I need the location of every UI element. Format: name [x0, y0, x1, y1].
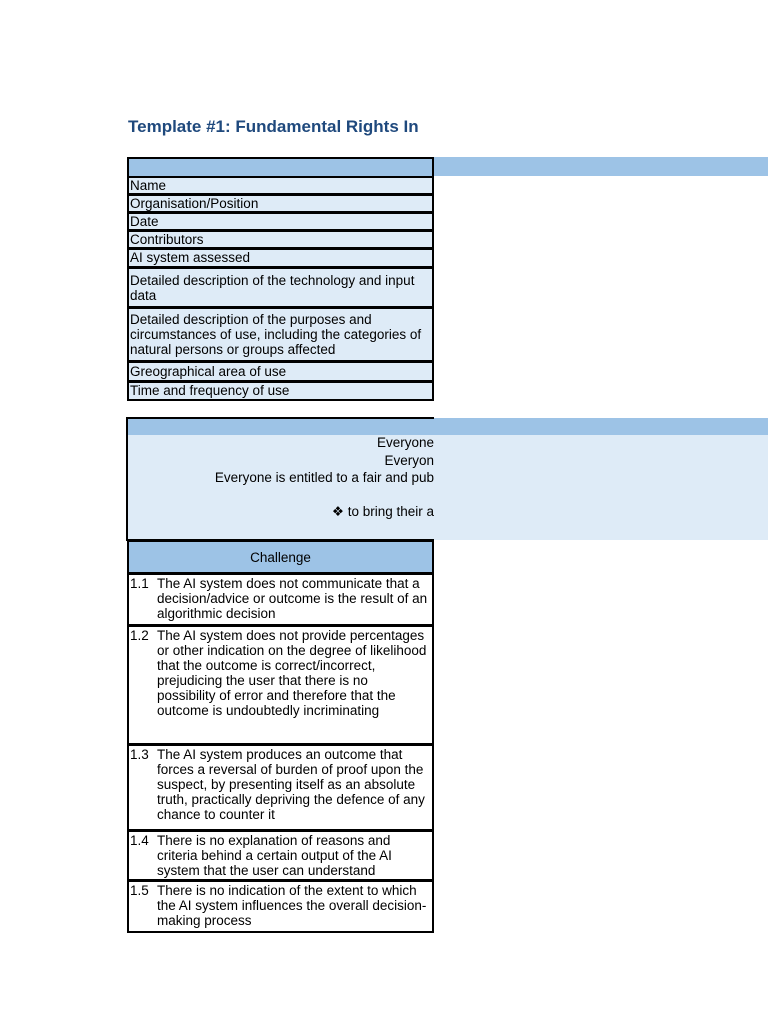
info-row-organisation: Organisation/Position	[127, 194, 434, 213]
info-row-date: Date	[127, 212, 434, 231]
challenge-number: 1.5	[130, 883, 149, 898]
info-row-ai-system: AI system assessed	[127, 248, 434, 268]
challenge-item-1-5	[127, 880, 434, 933]
info-row-technology	[127, 267, 434, 308]
challenge-text: The AI system does not communicate that a decision/advice or outcome is the result of an algorithmic decision	[157, 576, 428, 621]
rights-line-1: Everyone	[376, 435, 434, 450]
challenge-text: The AI system does not provide percentages or other indication on the degree of likelihood that the outcome is correct/incorrect, prejudicing the user that there is no possibility of error and therefore that the outcome is undoubtedly incriminating	[157, 628, 427, 718]
info-row-contributors: Contributors	[127, 230, 434, 249]
info-row-purposes-text: Detailed description of the purposes and circumstances of use, including the categories of natural persons or groups affected	[130, 312, 422, 357]
challenge-column-header	[127, 540, 434, 574]
challenge-text: The AI system produces an outcome that forces a reversal of burden of proof upon the suspect, by presenting itself as an absolute truth, practically depriving the defence of any chance to counter it	[157, 747, 425, 822]
challenge-number: 1.1	[130, 576, 149, 591]
challenge-item-1-1	[127, 573, 434, 626]
info-table-header-border	[127, 157, 434, 177]
challenge-number: 1.2	[130, 628, 149, 643]
challenge-item-1-3	[127, 744, 434, 831]
info-row-name: Name	[127, 176, 434, 195]
challenge-number: 1.4	[130, 833, 149, 848]
info-row-time: Time and frequency of use	[127, 381, 434, 401]
challenge-text: There is no explanation of reasons and criteria behind a certain output of the AI system that the user can understand	[157, 833, 392, 878]
challenge-item-1-4	[127, 830, 434, 881]
info-row-technology-text: Detailed description of the technology and input data	[130, 272, 415, 303]
challenge-header-label: Challenge	[250, 549, 311, 565]
challenge-number: 1.3	[130, 747, 149, 762]
challenge-text: There is no indication of the extent to which the AI system influences the overall decision-making process	[157, 883, 427, 928]
info-row-geographical: Greographical area of use	[127, 361, 434, 382]
page-title: Template #1: Fundamental Rights In	[128, 117, 419, 136]
challenge-item-1-2	[127, 625, 434, 745]
rights-line-2: Everyon	[384, 453, 434, 468]
info-row-purposes	[127, 307, 434, 362]
rights-line-4: ❖ to bring their a	[331, 504, 434, 519]
rights-line-3: Everyone is entitled to a fair and pub	[214, 470, 434, 485]
